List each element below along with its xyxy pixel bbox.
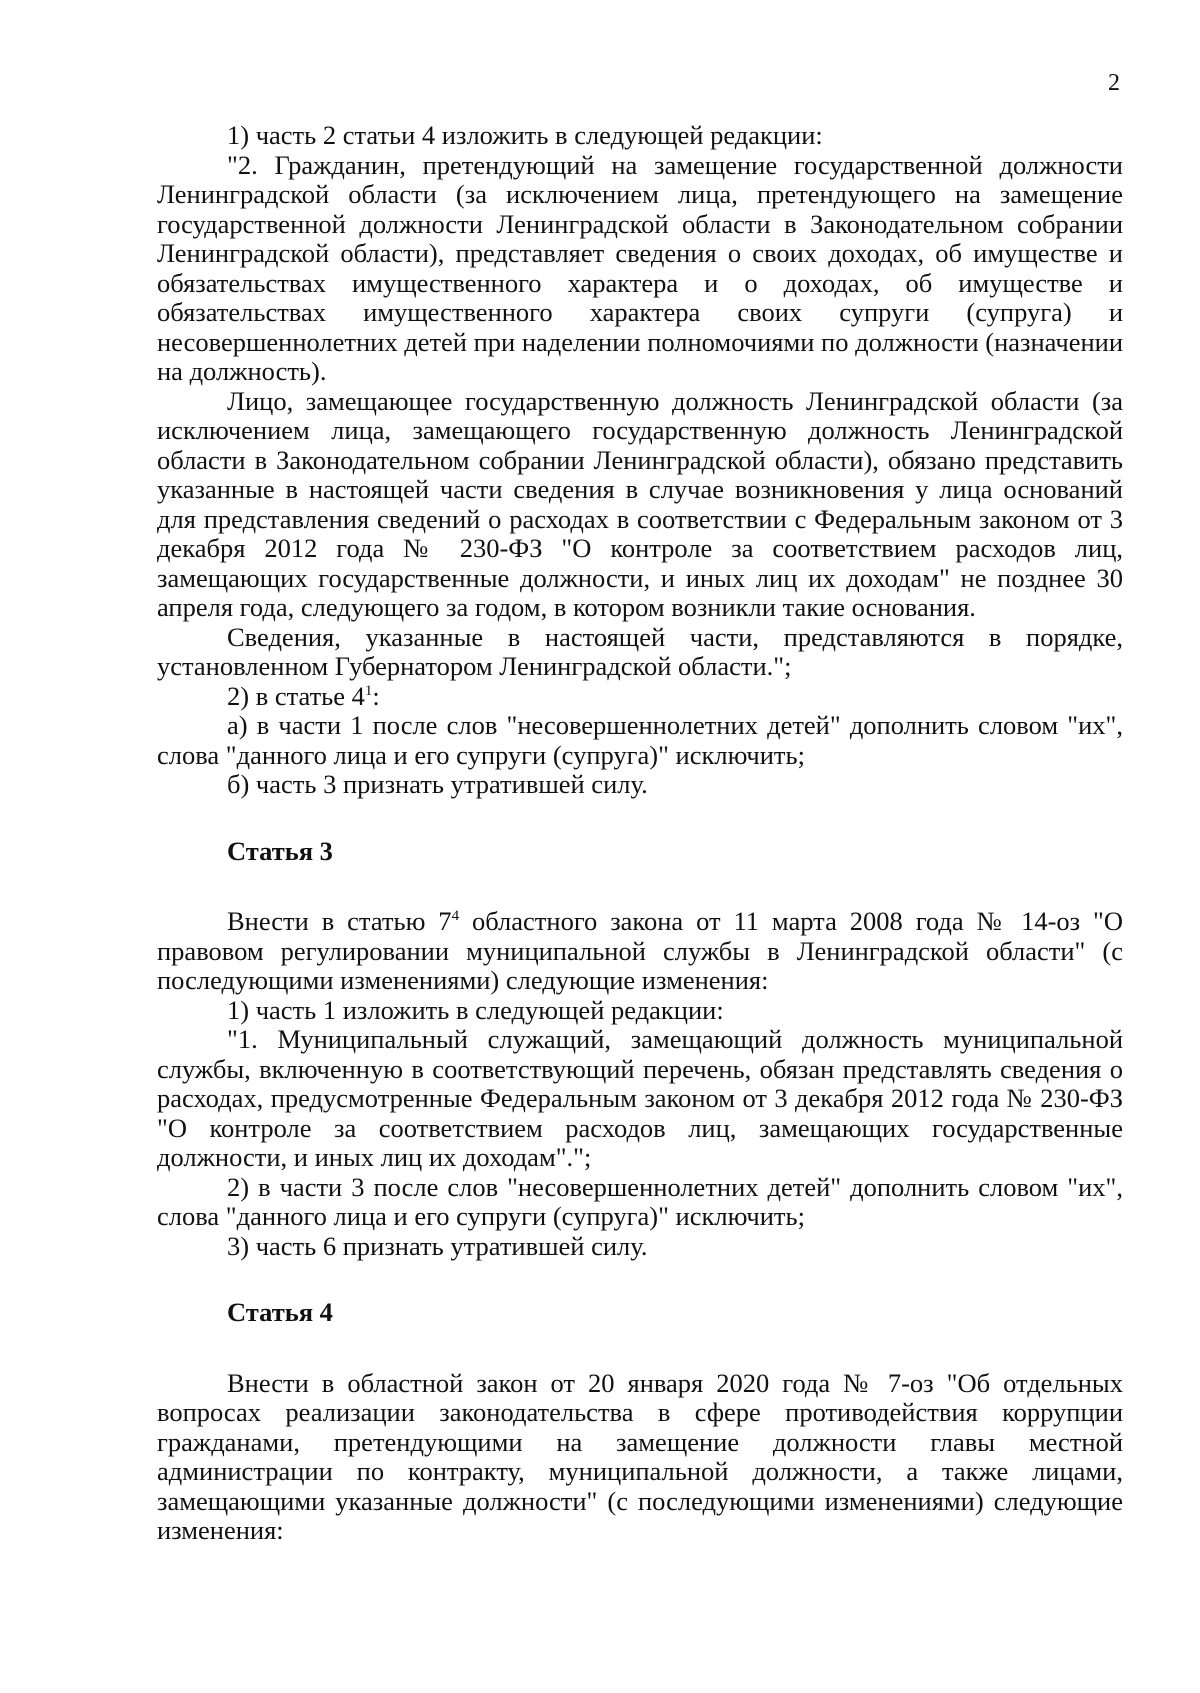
article-3-intro-tail: областного закона от 11 марта 2008 года № 14-оз "О правовом регулировании муниципальной службы в Ленинградской области" (с последующими изменениями) следующие изменения: bbox=[157, 906, 1123, 995]
document-body bbox=[157, 121, 1123, 1546]
article-3-intro-text: Внести в статью 7 bbox=[227, 906, 452, 936]
amendment-item-2-text: 2) в статье 4 bbox=[227, 680, 365, 711]
article-superscript: 1 bbox=[364, 682, 373, 699]
paragraph-official-obligation: Лицо, замещающее государственную должность Ленинградской области (за исключением лица, замещающего государственную должность Ленинградской области в Законодательном собрании Ленинградской области), обязано представить указанные в настоящей части сведения в случае возникновения у лица оснований для представления сведений о расходах в соответствии с Федеральным законом от 3 декабря 2012 года № 230-ФЗ "О контроле за соответствием расходов лиц, замещающих государственные должности, и иных лиц их доходам" не позднее 30 апреля года, следующего за годом, в котором возникли такие основания. bbox=[157, 385, 1123, 622]
article-3-item-3: 3) часть 6 признать утратившей силу. bbox=[227, 1230, 648, 1261]
amendment-item-a: а) в части 1 после слов "несовершеннолетних детей" дополнить словом "их", слова "данного лица и его супруги (супруга)" исключить; bbox=[157, 710, 1123, 770]
article-3-heading: Статья 3 bbox=[227, 835, 333, 866]
amendment-item-2 bbox=[157, 682, 1123, 712]
article-3-item-1: 1) часть 1 изложить в следующей редакции: bbox=[227, 994, 724, 1025]
amendment-item-b: б) часть 3 признать утратившей силу. bbox=[227, 769, 648, 799]
article-3-quoted-part-1: "1. Муниципальный служащий, замещающий должность муниципальной службы, включенную в соответствующий перечень, обязан представлять сведения о расходах, предусмотренные Федеральным законом от 3 декабря 2012 года № 230-ФЗ "О контроле за соответствием расходов лиц, замещающих государственные должности, и иных лиц их доходам"."; bbox=[157, 1024, 1123, 1172]
article-3-intro bbox=[157, 907, 1123, 996]
article-4-intro: Внести в областной закон от 20 января 2020 года № 7-оз "Об отдельных вопросах реализации законодательства в сфере противодействия коррупции гражданами, претендующими на замещение должности главы местной администрации по контракту, муниципальной должности, а также лицами, замещающими указанные должности" (с последующими изменениями) следующие изменения: bbox=[157, 1367, 1123, 1545]
article-4-heading: Статья 4 bbox=[227, 1297, 333, 1327]
article-3-item-2: 2) в части 3 после слов "несовершеннолетних детей" дополнить словом "их", слова "данного лица и его супруги (супруга)" исключить; bbox=[157, 1171, 1123, 1231]
amendment-item-1: 1) часть 2 статьи 4 изложить в следующей редакции: bbox=[227, 120, 823, 150]
page-number: 2 bbox=[1108, 70, 1120, 96]
amendment-item-2-tail: : bbox=[372, 680, 380, 711]
article-superscript: 4 bbox=[451, 908, 460, 924]
paragraph-reporting-procedure: Сведения, указанные в настоящей части, представляются в порядке, установленном Губернатором Ленинградской области."; bbox=[157, 621, 1123, 681]
quoted-part-2: "2. Гражданин, претендующий на замещение государственной должности Ленинградской области (за исключением лица, претендующего на замещение государственной должности Ленинградской области в Законодательном собрании Ленинградской области), представляет сведения о своих доходах, об имуществе и обязательствах имущественного характера и о доходах, об имуществе и обязательствах имущественного характера своих супруги (супруга) и несовершеннолетних детей при наделении полномочиями по должности (назначении на должность). bbox=[157, 149, 1124, 386]
